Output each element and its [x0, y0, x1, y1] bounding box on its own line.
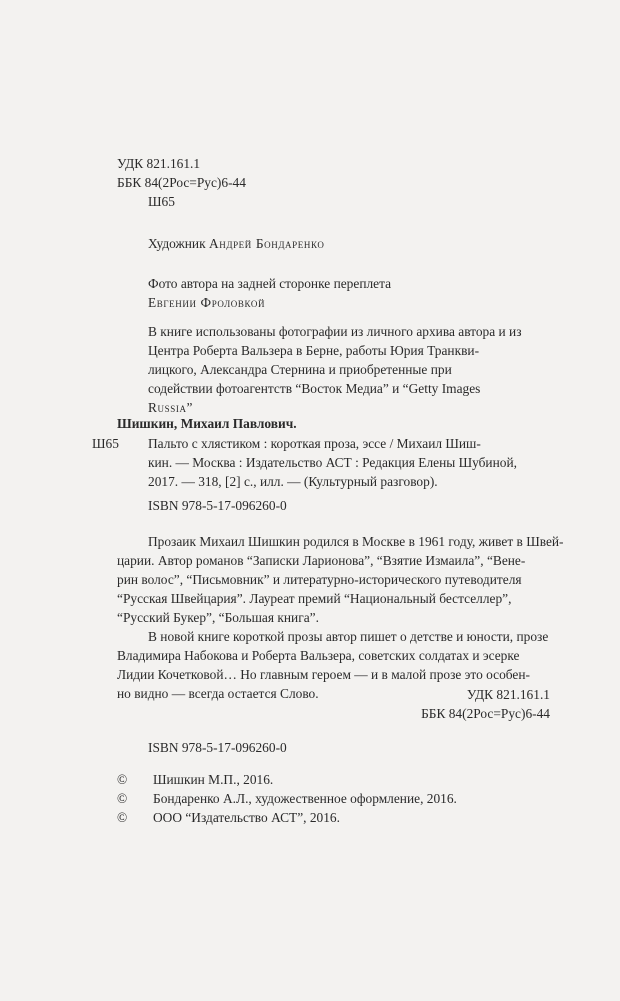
copyright-icon: © — [117, 772, 128, 787]
copyright-line — [117, 808, 457, 827]
copyright-block — [117, 770, 457, 827]
udk-code-right: УДК 821.161.1 — [466, 687, 550, 702]
annotation-line: Прозаик Михаил Шишкин родился в Москве в 1961 году, живет в Швей- — [148, 534, 564, 549]
annotation-line: Лидии Кочетковой… Но главным героем — и в малой прозе это особен- — [117, 667, 531, 682]
annotation-paragraph — [117, 532, 564, 703]
annotation-line: “Русская Швейцария”. Лауреат премий “Национальный бестселлер”, — [117, 591, 512, 606]
photos-line: лицкого, Александра Стернина и приобретенные при — [148, 362, 452, 377]
artist-name: Андрей Бондаренко — [208, 236, 325, 251]
photographer-name: Евгении Фроловкой — [148, 295, 266, 310]
annotation-line: В новой книге короткой прозы автор пишет о детстве и юности, прозе — [148, 629, 549, 644]
artist-label: Художник — [148, 236, 206, 251]
copyright-text: Шишкин М.П., 2016. — [153, 772, 274, 787]
isbn-bottom: ISBN 978-5-17-096260-0 — [148, 740, 287, 755]
annotation-line: рин волос”, “Письмовник” и литературно-исторического путеводителя — [117, 572, 522, 587]
catalog-line: 2017. — 318, [2] с., илл. — (Культурный разговор). — [148, 474, 438, 489]
copyright-line — [117, 770, 457, 789]
photo-credit — [148, 274, 391, 312]
photo-credit-line: Фото автора на задней сторонке переплета — [148, 276, 392, 291]
artist-credit — [148, 234, 324, 253]
codes-right — [421, 685, 550, 723]
copyright-text: Бондаренко А.Л., художественное оформление, 2016. — [153, 791, 457, 806]
catalog-entry — [148, 434, 517, 491]
catalog-line: Пальто с хлястиком : короткая проза, эссе / Михаил Шиш- — [148, 436, 481, 451]
photos-line: Russia” — [148, 400, 194, 415]
copyright-text: ООО “Издательство АСТ”, 2016. — [153, 810, 340, 825]
catalog-line: кин. — Москва : Издательство АСТ : Редакция Елены Шубиной, — [148, 455, 517, 470]
annotation-line: но видно — всегда остается Слово. — [117, 686, 319, 701]
author-mark: Ш65 — [148, 194, 175, 209]
bbk-code-right: ББК 84(2Рос=Рус)6-44 — [421, 706, 550, 721]
photos-line: содействии фотоагентств “Восток Медиа” и “Getty Images — [148, 381, 481, 396]
copyright-line — [117, 789, 457, 808]
copyright-icon: © — [117, 810, 128, 825]
udk-code: УДК 821.161.1 — [117, 156, 201, 171]
photos-line: Центра Роберта Вальзера в Берне, работы Юрия Транкви- — [148, 343, 480, 358]
annotation-line: Владимира Набокова и Роберта Вальзера, советских солдатах и эсерке — [117, 648, 520, 663]
annotation-line: “Русский Букер”, “Большая книга”. — [117, 610, 319, 625]
bbk-code: ББК 84(2Рос=Рус)6-44 — [117, 175, 246, 190]
catalog-mark: Ш65 — [92, 436, 119, 451]
copyright-icon: © — [117, 791, 128, 806]
photos-paragraph — [148, 322, 522, 417]
catalog-isbn: ISBN 978-5-17-096260-0 — [148, 498, 287, 513]
photos-line: В книге использованы фотографии из личного архива автора и из — [148, 324, 522, 339]
annotation-line: царии. Автор романов “Записки Ларионова”, “Взятие Измаила”, “Вене- — [117, 553, 526, 568]
catalog-heading: Шишкин, Михаил Павлович. — [117, 416, 297, 431]
classification-block — [117, 154, 246, 211]
